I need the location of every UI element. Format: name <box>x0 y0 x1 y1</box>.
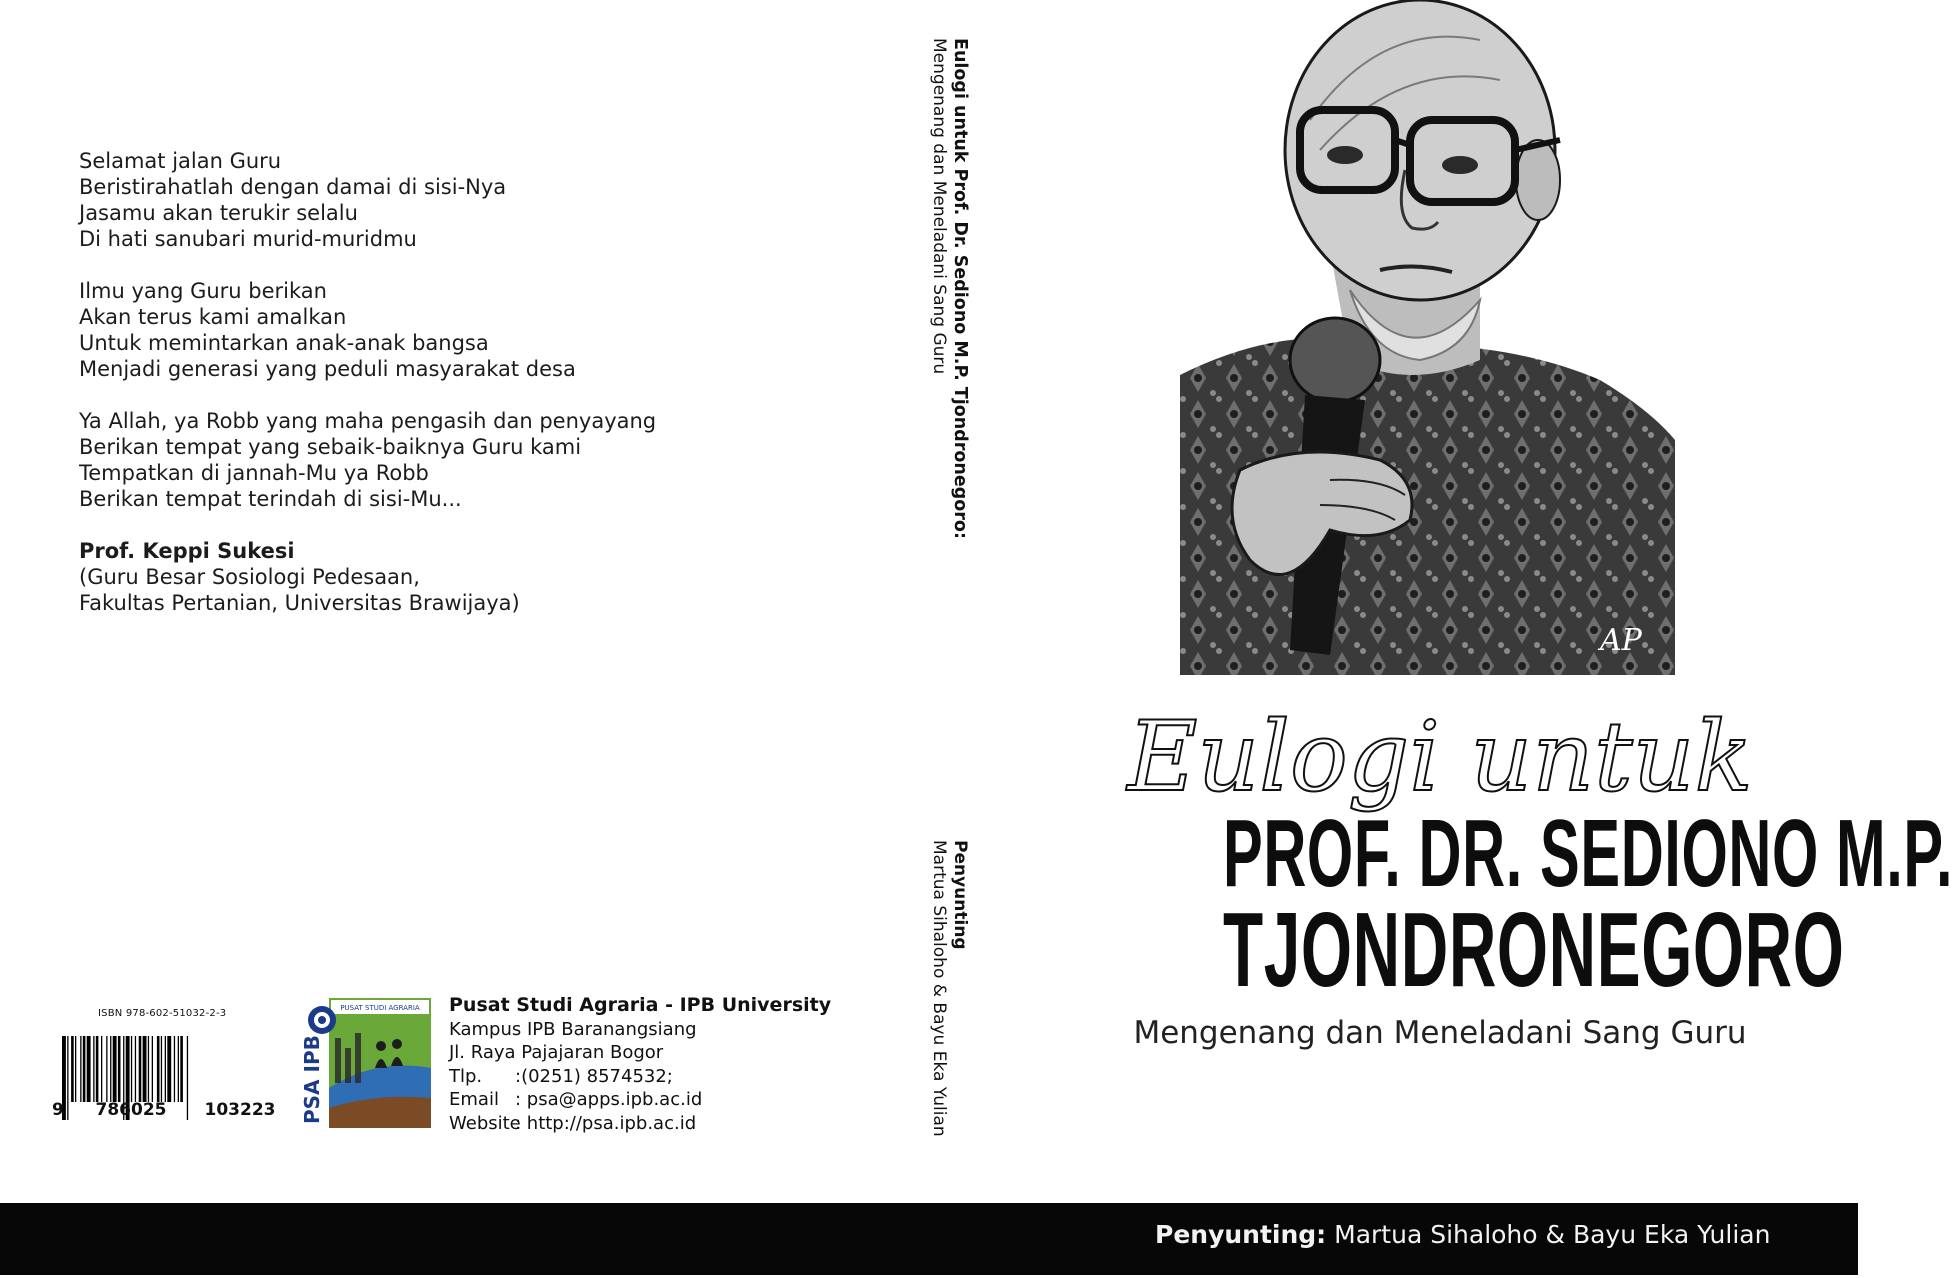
back-cover <box>0 0 900 1200</box>
poem-line: Akan terus kami amalkan <box>79 305 347 329</box>
poem-line: Ilmu yang Guru berikan <box>79 279 327 303</box>
barcode-digit-group1: 786025 <box>95 1100 167 1120</box>
author-name: Prof. Keppi Sukesi <box>79 539 295 563</box>
barcode-digits <box>52 1100 312 1120</box>
publisher-info <box>449 994 831 1135</box>
publisher-address-2: Jl. Raya Pajajaran Bogor <box>449 1042 664 1063</box>
poem-line: Menjadi generasi yang peduli masyarakat desa <box>79 357 576 381</box>
front-title-name <box>1223 800 1953 1009</box>
author-affiliation: (Guru Besar Sosiologi Pedesaan, <box>79 565 420 589</box>
artist-signature: AP <box>1600 623 1642 658</box>
spine-subtitle-line: Mengenang dan Meneladani Sang Guru <box>929 38 949 375</box>
poem-stanza-1 <box>79 148 656 252</box>
publisher-address-1: Kampus IPB Baranangsiang <box>449 1018 697 1040</box>
poem-author <box>79 538 656 616</box>
website-value: : http://psa.ipb.ac.id <box>515 1112 697 1134</box>
poem-line: Jasamu akan terukir selalu <box>79 201 358 225</box>
script-title-text: Eulogi untuk <box>1127 701 1753 813</box>
poem-stanza-2 <box>79 278 656 382</box>
website-label: Website <box>449 1112 521 1134</box>
portrait-illustration <box>1180 0 1675 675</box>
barcode-digit-first: 9 <box>52 1100 64 1120</box>
front-name-line2: TJONDRONEGORO <box>1223 891 1845 1009</box>
poem-line: Selamat jalan Guru <box>79 149 282 173</box>
email-value: : psa@apps.ipb.ac.id <box>515 1089 703 1110</box>
publisher-website-row <box>449 1112 831 1136</box>
phone-label: Tlp. <box>449 1065 483 1087</box>
poem-line: Berikan tempat terindah di sisi-Mu... <box>79 487 462 511</box>
phone-value: :(0251) 8574532; <box>515 1065 673 1087</box>
bottom-editors <box>1155 1220 1770 1249</box>
logo-header-text: PUSAT STUDI AGRARIA <box>340 1004 420 1012</box>
poem <box>79 148 656 616</box>
barcode-digit-group2: 103223 <box>204 1100 276 1120</box>
poem-line: Ya Allah, ya Robb yang maha pengasih dan penyayang <box>79 409 657 433</box>
isbn-text: ISBN 978-602-51032-2-3 <box>98 1008 227 1019</box>
spine-editor-names: Martua Sihaloho & Bayu Eka Yulian <box>929 840 949 1137</box>
front-subtitle: Mengenang dan Meneladani Sang Guru <box>1133 1015 1747 1051</box>
poem-stanza-3 <box>79 408 656 512</box>
publisher-email-row <box>449 1088 831 1112</box>
email-label: Email <box>449 1089 499 1110</box>
spine-editor-label: Penyunting <box>950 840 970 950</box>
poem-line: Berikan tempat yang sebaik-baiknya Guru kami <box>79 435 582 459</box>
poem-line: Untuk memintarkan anak-anak bangsa <box>79 331 489 355</box>
front-name-line1: PROF. DR. SEDIONO M.P. <box>1223 800 1953 907</box>
poem-line: Beristirahatlah dengan damai di sisi-Nya <box>79 175 507 199</box>
poem-line: Di hati sanubari murid-muridmu <box>79 227 417 251</box>
publisher-name: Pusat Studi Agraria - IPB University <box>449 994 832 1016</box>
spine-title-line: Eulogi untuk Prof. Dr. Sediono M.P. Tjondronegoro: <box>950 38 970 539</box>
bottom-editor-label: Penyunting: <box>1155 1220 1327 1249</box>
bottom-editor-names: Martua Sihaloho & Bayu Eka Yulian <box>1326 1220 1771 1249</box>
poem-line: Tempatkan di jannah-Mu ya Robb <box>79 461 429 485</box>
psa-ipb-logo <box>300 998 431 1128</box>
spine-title <box>928 38 970 539</box>
author-affiliation: Fakultas Pertanian, Universitas Brawijaya) <box>79 591 520 615</box>
logo-vertical-text: PSA IPB <box>300 1035 324 1124</box>
spine-editor <box>928 840 970 1137</box>
publisher-phone-row <box>449 1065 831 1089</box>
